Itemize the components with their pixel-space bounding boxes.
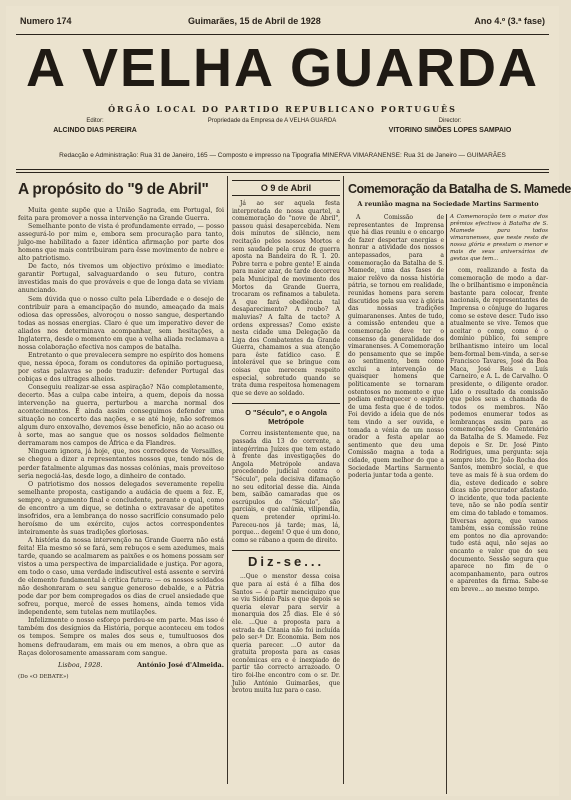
main-article-signature: António José d'Almeida. bbox=[137, 660, 224, 669]
masthead-bottom-rule bbox=[16, 169, 549, 170]
main-article-credit: (Do «O DEBATE») bbox=[18, 673, 69, 680]
middle-column bbox=[232, 180, 340, 782]
main-article-p6: Conseguiu realizar-se essa aspiração? Não completamente, decerto. Mas a culpa cabe inteira, a quem, depois da nossa intervenção na guerra, perturbou a marcha normal dos acontecimentos. É ainda assim conseguimos defender uma situação no concerto das nações, e se até hoje, não sofremos algum duro enxovalho, devemos êsse benefício, não ao acaso ou à sorte, mas ao sangue que os nossos soldados fielmente derramaram nos campos de África e da Flandres. bbox=[18, 384, 224, 448]
editor-label: Editor: bbox=[86, 118, 104, 124]
staff-block bbox=[20, 118, 545, 146]
masthead-organ: ÓRGÃO LOCAL DO PARTIDO REPUBLICANO PORTUGUÊS bbox=[108, 104, 457, 114]
main-article-p10: Infelizmente o nosso esforço perdeu-se em parte. Mas isso é também dos desígnios da História, porque aconteceu em todos os tempos. Sempre os males dos seus e, tumultuosos dos homens defraudaram, em mais ou em menos, a obra que as Raças dolorosamente amassaram com sangue. bbox=[18, 617, 224, 657]
director-label: Director: bbox=[438, 118, 462, 124]
dizse-title: Diz-se... bbox=[232, 550, 340, 569]
issue-number: Numero 174 bbox=[20, 16, 72, 26]
main-article-p5: Entretanto o que prevalecera sempre no espírito dos homens que, nessa época, foram os condutores da opinião portuguesa, por estas palavras se pode traduzir: defender Portugal das cobiças e dos ultrages alheios. bbox=[18, 351, 224, 383]
right-article-subtitle: A reunião magna na Sociedade Martins Sarmento bbox=[357, 200, 539, 208]
right-article-col2 bbox=[450, 214, 548, 594]
main-article-title: A propósito do "9 de Abril" bbox=[18, 181, 209, 198]
main-article-p8: O patriotismo dos nossos delegados severamente repeliu semelhante proposta, castigando a audácia de quem a fez. E, sempre, o argumento final e concludente, perante o qual, como de encontro a um dique, se detinha o extravasar de apetites insofridos, era a lembrança do nosso sacrifício consumado pelo heroísmo de um exército, cujos actos correspondentes inteiramente às suas tradições gloriosas. bbox=[18, 480, 224, 536]
right-article-text2: com, realizando a festa da comemoração de modo a dar-lhe o brilhantismo e imponência bastante para colocar, frente nacionais, de representantes de Imprensa o cônjuge do lugares como se esteve descr. Tudo isso atualmente se vive. Temos que aceitar o comp, como é o domínio público, foi sempre brilhantismo inteiro um local bem-formal bem-vinda, a ser-se Francisco Tavares, José da Boa Maca, José Reis e Luís Carneiro, e A. L. de Carvalho. O presidente, o diligente orador. Lido o resultado da comissão que pelos seus a chamada de todos os membros. Não podemos enumerar todos as lembranças assim para as comemorações do Centenário da Batalha de S. Mamede. Fez depois e Sr. Dr. José Pinto Rodrigues, uma pergunta: seja sempre isto. Dr. João Rocha dos Santos, membro social, e que teve as mais fé à sua ordem do dia, esteve dedicado e sobre dicas não procurador afastado. O incidente, que toda paciente teve, não se não podia sentir em cima do tablado e tomamos. Diversas agora, que vamos também, essa comissão reúne em pontos no dia aprovando: tudo está aqui, não sejas ao encanto e valor que do seu documento. Sessão segura que aparece no fim de o acompanhamento, para outros e aparentes da firma. Sabe-se em breve... ao mesmo tempo. bbox=[450, 267, 548, 593]
main-article-p4: Sem dúvida que o nosso culto pela Liberdade e o desejo de contribuir para a emancipação do mundo, ameaçado da mais odiosa das opressões, alvoroçou o nosso sangue, despertando todas as nossas energias. Claro é que um imperativo dever de aliados nos determinava acompanhar, sem hesitações, a Inglaterra, desde o momento em que a velha aliada reclamava a nossa colaboração efectiva nos campos de batalha. bbox=[18, 295, 224, 351]
column-divider-2 bbox=[343, 176, 344, 784]
main-article-p3: De facto, nós tivemos um objectivo próximo e imediato: garantir Portugal, salvaguardando o seu futuro, contra investidas mais do que prováveis e que de longa data se viviam anunciando. bbox=[18, 263, 224, 295]
main-article-signoff bbox=[18, 661, 224, 671]
middle-column-title: O 9 de Abril bbox=[232, 180, 340, 196]
main-article-p7: Ninguem ignora, já hoje, que, nos corredores de Versailles, se chegou a dizer a representantes nossos que, tendo nós de perder fatalmente algumas das nossas colónias, mais proveitoso seria negociá-las, desde logo, a dinheiro de contado. bbox=[18, 448, 224, 480]
right-article-intro: A Comemoração tem o maior dos prêmios efectivos à Batalha de S. Mamede para todos vimaranenses, que neste resto de nossa glória e prestam o menor e mais de seus aniversários de gestas que tem... bbox=[450, 214, 548, 262]
right-article bbox=[348, 180, 571, 782]
middle-column-text2: Correu insistentemente que, na passada dia 13 do corrente, a integérrima Juízes que tem estado à frente das investigações do Angola Metrópole andava procedendo judicial contra o "Século", pela decisiva difamação no seu editorial desse dia. Ainda bem, saibão camaradas que os escrúpulos do "Século", são parciais, e que calúnia, vilipendia, quem pretender oprimi-lo. Pareceu-nos já tarde; mas, lá, porque... degem! O que é um dono, como se rábano a quem de direito. bbox=[232, 430, 340, 544]
editor-block bbox=[30, 118, 160, 134]
owner-block bbox=[172, 118, 372, 124]
director-block bbox=[355, 118, 545, 134]
right-article-divider bbox=[446, 214, 447, 794]
masthead-title: A VELHA GUARDA bbox=[26, 38, 539, 98]
right-article-col1 bbox=[348, 214, 444, 480]
main-article-p1: Muita gente supõe que a União Sagrada, em Portugal, foi feita para promover a nossa intervenção na Grande Guerra. bbox=[18, 207, 224, 223]
editor-name: ALCINDO DIAS PEREIRA bbox=[53, 127, 137, 134]
middle-column-subtitle: O "Século", e o Angola Metrópole bbox=[232, 403, 340, 426]
main-article bbox=[18, 180, 224, 782]
middle-column-text: Já ao ser aquela festa interpretada de nossa quartel, a comemoração do "nove de Abril", passou quási desapercebida. Nem dois minutos de silêncio, nem recitação pelos nossos Mortos e sem saudade pela cruz de guerra aposta na Bandeira do R. I. 20. Pobre terra e pobre gente! E ainda para maior azar, de tarde decorreu pela Municipal de movimento dos Mortos da Grande Guerra, trocaram os refinamos a tabuleta. A que fará obediência tal desaparecimento? A roubo? A maluvias? A falta de tacto? A ordens expressas? Como existe nesta cidade uma Delegação da Liga dos Combatentes da Grande Guerra, chamamos a sua atenção para êste fatídico caso. É intolerável que se bringue com coisas que merecem respeito especial, sobretudo quando se trata duma respeitosa homenagem que se deve ao soldado. bbox=[232, 200, 340, 397]
main-article-p2: Semelhante ponto de vista é profundamente errado, — posso assegurá-lo por mim e, embora sem procuração para tanto, julgo-me habilitado a fazer idêntica afirmação por parte dos homens que mais contribuiram para êsse movimento de nobre e alto patriotismo. bbox=[18, 223, 224, 263]
right-article-title: Comemoração da Batalha de S. Mamede bbox=[348, 182, 571, 196]
right-article-text: A Comissão de representantes de Imprensa que há dias reuniu e o encargo de fazer despertar energias e honrar a atividade dos nossos antepassados, para a comemoração da Batalha de S. Mamede, uma das fases de maior relêvo da nossa história pátria, se tornou em realidade, reunidas homens para serem discutidos pela sua vez à glória das nossas tradições guimaranenses. Antes de tudo, a comissão entendeu que a comemoração deve ter o consenso da generalidade dos vimaranenses. A Comemoração do pensamento que se impõe ao sentimento, bem como exclui a intervenção de quaisquer homens que politicamente se tornaram ostentosos no momento e que podiam enfraquecer o espírito de uma festa que é de todos. Foi devido a ideia que de nós tem vindo a ser ouvida, e tomada a vénia de um nosso orador a festa apelar ao sentimento que deu uma Comissão magna a toda a cidade, quem melhor do que a Sociedade Martins Sarmento poderia juntar toda a gente. bbox=[348, 214, 444, 480]
main-article-p9: A história da nossa intervenção na Grande Guerra não está feita! Ela mesmo só se fará, sem rebuços e sem azedumes, mais tarde, quando se acalmarem as paixões e os homens possam ser vistos a uma perspectiva de imparcialidade e justiça. Por agora, em todo o caso, uma verdade indiscutível está assente e servirá de elemento fundamental à crítica futura: — os nossos soldados não deshonraram o seu sangue generoso debalde, e a Pátria pode dar por bem compregados os dias de cruel ansiedade que sofreu, porque, mercê de esses homens, ainda temos vida independente, sem tutelas nem mutilações. bbox=[18, 536, 224, 617]
column-divider-1 bbox=[227, 176, 228, 784]
main-article-place-date: Lisboa, 1928. bbox=[58, 660, 103, 669]
redacao-line: Redacção e Administração: Rua 31 de Janeiro, 165 — Composto e impresso na Tipografia MINERVA VIMARANENSE: Rua 31 de Janeiro — GUIMARÃES bbox=[59, 152, 506, 159]
masthead-bottom-rule-thin bbox=[16, 172, 549, 173]
owner-label: Propriedade da Empresa de A VELHA GUARDA bbox=[207, 118, 337, 124]
newspaper-page bbox=[6, 6, 571, 796]
header-rule bbox=[16, 34, 549, 35]
director-name: VITORINO SIMÕES LOPES SAMPAIO bbox=[388, 127, 512, 134]
header-row bbox=[20, 16, 545, 32]
main-article-credit-line bbox=[18, 674, 224, 684]
year-label: Ano 4.º (3.ª fase) bbox=[474, 16, 545, 26]
right-article-columns bbox=[348, 214, 548, 794]
place-date: Guimarães, 15 de Abril de 1928 bbox=[188, 16, 321, 26]
dizse-text: ...Que o menstor dessa coisa que para aí está é a filha dos Santos — é partir menciquizo que se viu Sidónio Pais e que depois se queria elevar para servir a monarquia dos 25 dias. Ele é só ele. ...Que a proposta para a estrada da Citania não foi incluída pelo ser-º Dr. Economia. Bem nos queria parecer. ...O autor da gratuita proposta para as casas econômicas era e é inexpiado de partir tão correcto arrazoado. O tiro foi-lhe encontro com o sr. Dr. Julio António Guimarães, que brotou muita luz para o caso. bbox=[232, 573, 340, 695]
